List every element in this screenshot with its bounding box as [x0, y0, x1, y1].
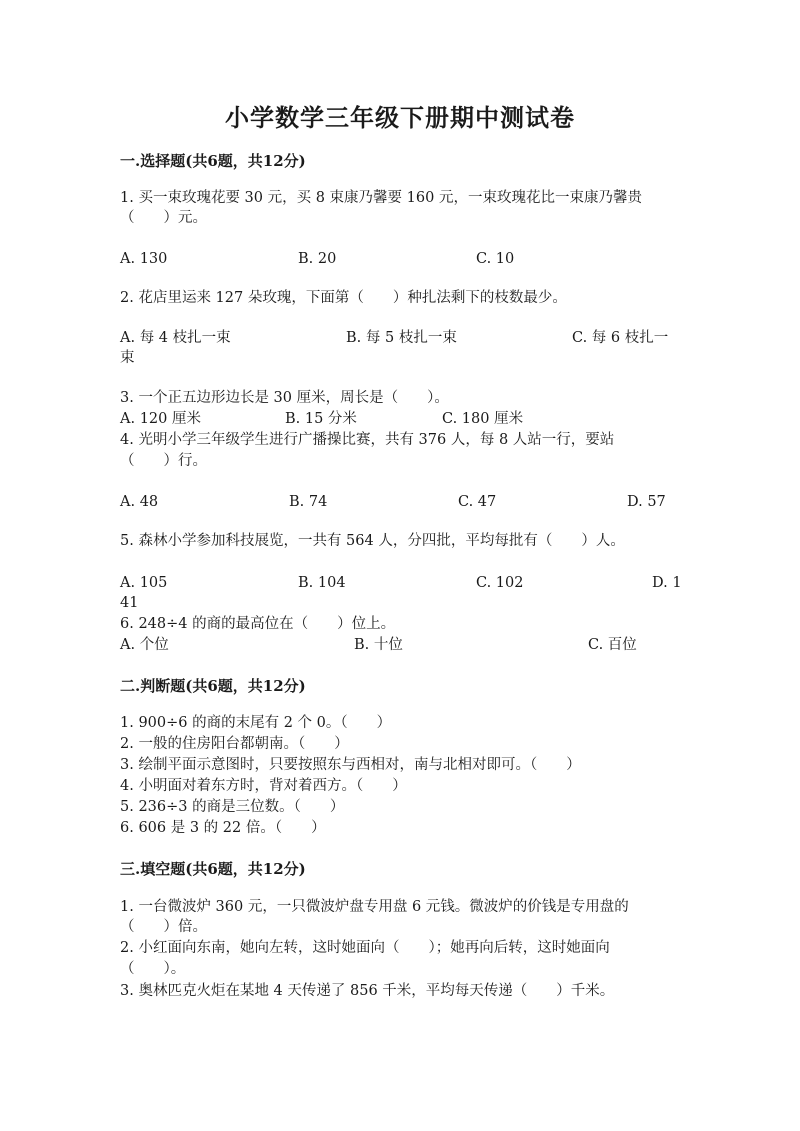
q5-option-d-wrap: 41 — [120, 595, 139, 611]
q6-option-a: A. 个位 — [120, 637, 169, 653]
q1-option-b: B. 20 — [298, 251, 337, 267]
section-heading-judgment: 二.判断题(共6题，共12分) — [120, 677, 306, 695]
q5-option-b: B. 104 — [298, 575, 346, 591]
q4-text-cont: （ ）行。 — [120, 453, 207, 469]
judgment-item: 1. 900÷6 的商的末尾有 2 个 0。（ ） — [120, 715, 392, 731]
q5-option-a: A. 105 — [120, 575, 168, 591]
section-heading-fill-in: 三.填空题(共6题，共12分) — [120, 860, 306, 878]
q3-text: 3. 一个正五边形边长是 30 厘米，周长是（ ）。 — [120, 390, 449, 406]
q4-option-d: D. 57 — [627, 494, 666, 510]
q3-option-a: A. 120 厘米 — [120, 411, 201, 427]
section-heading-choice: 一.选择题(共6题，共12分) — [120, 152, 306, 170]
q4-option-a: A. 48 — [120, 494, 159, 510]
q4-text: 4. 光明小学三年级学生进行广播操比赛，共有 376 人，每 8 人站一行，要站 — [120, 432, 615, 448]
q5-text: 5. 森林小学参加科技展览，一共有 564 人，分四批，平均每批有（ ）人。 — [120, 533, 625, 549]
q4-option-c: C. 47 — [458, 494, 497, 510]
judgment-item: 4. 小明面对着东方时，背对着西方。（ ） — [120, 778, 407, 794]
fill-item-cont: （ ）。 — [120, 961, 186, 977]
judgment-item: 3. 绘制平面示意图时，只要按照东与西相对，南与北相对即可。（ ） — [120, 757, 581, 773]
q2-option-c: C. 每 6 枝扎一 — [572, 330, 669, 346]
q2-option-b: B. 每 5 枝扎一束 — [346, 330, 457, 346]
q1-option-a: A. 130 — [120, 251, 168, 267]
judgment-item: 5. 236÷3 的商是三位数。（ ） — [120, 799, 345, 815]
fill-item: 3. 奥林匹克火炬在某地 4 天传递了 856 千米，平均每天传递（ ）千米。 — [120, 983, 615, 999]
q2-option-a: A. 每 4 枝扎一束 — [120, 330, 231, 346]
q3-option-b: B. 15 分米 — [285, 411, 357, 427]
fill-item-cont: （ ）倍。 — [120, 919, 207, 935]
q2-option-c-wrap: 束 — [120, 350, 135, 366]
q6-option-b: B. 十位 — [354, 637, 403, 653]
fill-item: 1. 一台微波炉 360 元，一只微波炉盘专用盘 6 元钱。微波炉的价钱是专用盘的 — [120, 899, 629, 915]
q2-text: 2. 花店里运来 127 朵玫瑰，下面第（ ）种扎法剩下的枝数最少。 — [120, 290, 567, 306]
q6-option-c: C. 百位 — [588, 637, 637, 653]
q1-option-c: C. 10 — [476, 251, 515, 267]
fill-item: 2. 小红面向东南，她向左转，这时她面向（ ）；她再向后转，这时她面向 — [120, 940, 610, 956]
q1-text-cont: （ ）元。 — [120, 210, 207, 226]
judgment-item: 2. 一般的住房阳台都朝南。（ ） — [120, 736, 349, 752]
q4-option-b: B. 74 — [289, 494, 328, 510]
q6-text: 6. 248÷4 的商的最高位在（ ）位上。 — [120, 616, 396, 632]
q1-text: 1. 买一束玫瑰花要 30 元，买 8 束康乃馨要 160 元，一束玫瑰花比一束康乃馨贵 — [120, 190, 642, 206]
q5-option-c: C. 102 — [476, 575, 524, 591]
q5-option-d: D. 1 — [652, 575, 682, 591]
judgment-item: 6. 606 是 3 的 22 倍。（ ） — [120, 820, 326, 836]
page-title: 小学数学三年级下册期中测试卷 — [225, 103, 575, 132]
q3-option-c: C. 180 厘米 — [442, 411, 524, 427]
